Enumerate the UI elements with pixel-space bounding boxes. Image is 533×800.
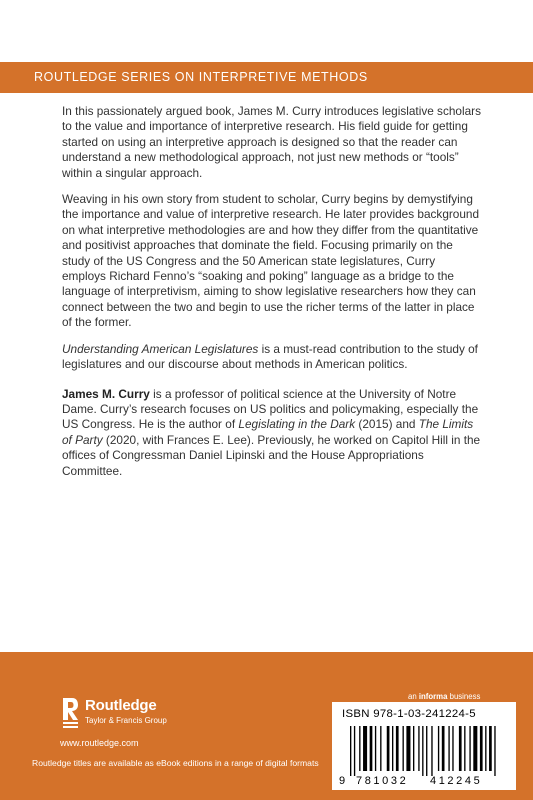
description-paragraph-3 (62, 342, 482, 373)
barcode-bar (363, 726, 367, 771)
description-paragraph-1: In this passionately argued book, James M. Curry introduces legislative scholars to the value and importance of interpretive research. His field guide for getting started on using an interpretive approach is designed so that the reader can understand a new methodological approach, not just new methods or “tools” within a singular approach. (62, 104, 481, 180)
back-cover-description (62, 104, 482, 490)
book-title: Understanding American Legislatures (62, 341, 259, 356)
barcode-bar (473, 726, 477, 771)
informa-suffix: business (447, 692, 481, 701)
paragraph-3-rest: is a must-read contribution to the study of legislatures and our discourse about methods in American politics. (62, 341, 478, 372)
barcode-bar (392, 726, 393, 771)
ebook-availability-note: Routledge titles are available as eBook editions in a range of digital formats (32, 758, 319, 768)
barcode-bar (431, 726, 432, 776)
barcode-bar (464, 726, 465, 771)
barcode-bar (438, 726, 439, 771)
publisher-group: Taylor & Francis Group (85, 716, 167, 725)
series-title: ROUTLEDGE SERIES ON INTERPRETIVE METHODS (34, 70, 368, 84)
barcode-bar (459, 726, 462, 771)
barcode-bar (354, 726, 355, 776)
barcode-bar (489, 726, 492, 771)
barcode-bar (406, 726, 410, 771)
barcode-graphic (338, 724, 510, 786)
publisher-name: Routledge (85, 697, 157, 714)
description-paragraph-2: Weaving in his own story from student to scholar, Curry begins by demystifying the importance and value of interpretive research. He later provides background on what interpretive methodologies are and how they differ from the quantitative and positivist approaches that dominate the field. Focusing primarily on the study of the US Congress and the 50 American state legislatures, Curry employs Richard Fenno’s “soaking and poking” language as a bridge to the language of interpretivism, aiming to show legislative researchers how they can connect between the two and begin to use the richer terms of the latter in place of the former. (62, 192, 480, 330)
series-header-band (0, 62, 533, 93)
barcode-bar (448, 726, 449, 771)
top-white-band (0, 0, 533, 62)
barcode-bar (359, 726, 360, 771)
routledge-r-logo-icon (60, 696, 80, 730)
isbn-label: ISBN 978-1-03-241224-5 (342, 708, 476, 720)
barcode-bar (480, 726, 483, 771)
publisher-footer-band (0, 652, 533, 800)
informa-brand: informa (418, 692, 448, 701)
barcode-bar (426, 726, 427, 776)
barcode-digit-first: 9 (339, 775, 346, 786)
bio-book-2: The Limits of Party (62, 417, 474, 447)
barcode-bar (370, 726, 373, 771)
barcode-bar (375, 726, 376, 771)
barcode-digits-right: 412245 (430, 775, 483, 786)
informa-business-tag (408, 692, 480, 701)
author-bio (62, 387, 482, 479)
routledge-logo (60, 696, 200, 730)
bio-text-1: is a professor of political science at the University of Notre Dame. Curry’s research focuses on US politics and policymaking, especially the US Congress. He is the author of (62, 386, 479, 432)
barcode-bar (452, 726, 453, 771)
barcode-bar (403, 726, 404, 771)
bio-book-1: Legislating in the Dark (238, 417, 356, 432)
publisher-website: www.routledge.com (60, 738, 139, 748)
barcode-bar (418, 726, 419, 771)
barcode-bar (469, 726, 470, 771)
barcode-bar (422, 726, 423, 776)
barcode-bar (442, 726, 445, 771)
isbn-barcode-block (332, 702, 516, 790)
barcode-bar (387, 726, 390, 771)
barcode-bar (494, 726, 495, 776)
barcode-bar (380, 726, 381, 771)
barcode-bar (396, 726, 399, 771)
barcode-digits-left: 781032 (356, 775, 409, 786)
bio-text-2: (2015) and (355, 417, 419, 432)
author-name: James M. Curry (62, 386, 150, 401)
barcode-bar (485, 726, 486, 771)
informa-prefix: an (408, 692, 419, 701)
barcode-bar (413, 726, 414, 771)
bio-text-3: (2020, with Frances E. Lee). Previously, he worked on Capitol Hill in the offices of Congressman Daniel Lipinski and the House Appropriations Committee. (62, 432, 481, 478)
barcode-bar (350, 726, 351, 776)
